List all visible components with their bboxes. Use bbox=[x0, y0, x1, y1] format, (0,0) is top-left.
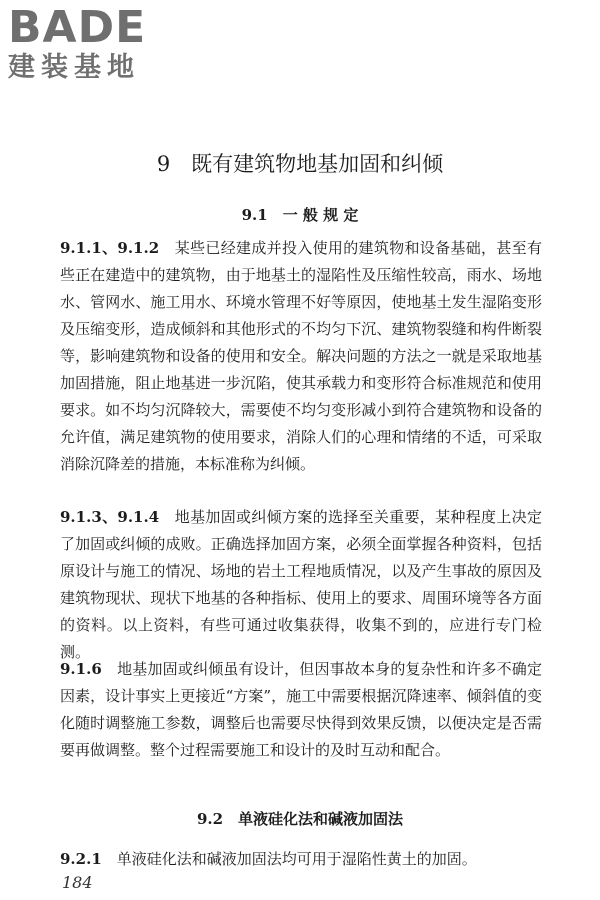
section-title-9-2: 9.2 单液硅化法和碱液加固法 bbox=[196, 810, 404, 828]
clause-text: 某些已经建成并投入使用的建筑物和设备基础，甚至有些正在建造中的建筑物，由于地基土的湿陷性及压缩性较高，雨水、场地水、管网水、施工用水、环境水管理不好等原因，使地基土发生湿陷变形及压缩变形，造成倾斜和其他形式的不均匀下沉、建筑物裂缝和构件断裂等，影响建筑物和设备的使用和安全。解决问题的方法之一就是采取地基加固措施，阻止地基进一步沉陷，使其承载力和变形符合标准规范和使用要求。如不均匀沉降较大，需要使不均匀变形减小到符合建筑物和设备的允许值，满足建筑物的使用要求，消除人们的心理和情绪的不适，可采取消除沉降差的措施，本标准称为纠倾。 bbox=[60, 239, 542, 473]
clause-text: 单液硅化法和碱液加固法均可用于湿陷性黄土的加固。 bbox=[116, 850, 477, 868]
clause-text: 地基加固或纠倾方案的选择至关重要，某种程度上决定了加固或纠倾的成败。正确选择加固方案，必须全面掌握各种资料，包括原设计与施工的情况、场地的岩土工程地质情况，以及产生事故的原因及建筑物现状、现状下地基的各种指标、使用上的要求、周围环境等各方面的资料。以上资料，有些可通过收集获得，收集不到的，应进行专门检测。 bbox=[60, 508, 542, 661]
logo-brand-text: BADE bbox=[8, 2, 147, 53]
logo-subtitle-text: 建装基地 bbox=[8, 52, 140, 83]
clause-9-1-6 bbox=[60, 656, 542, 764]
clause-text: 地基加固或纠倾虽有设计，但因事故本身的复杂性和许多不确定因素，设计事实上更接近“方案”，施工中需要根据沉降速率、倾斜值的变化随时调整施工参数，调整后也需要尽快得到效果反馈，以便决定是否需要再做调整。整个过程需要施工和设计的及时互动和配合。 bbox=[60, 660, 542, 759]
clause-9-1-3 bbox=[60, 504, 542, 666]
clause-number: 9.1.6 bbox=[60, 660, 102, 678]
chapter-title: 9 既有建筑物地基加固和纠倾 bbox=[156, 152, 444, 176]
clause-number: 9.2.1 bbox=[60, 850, 102, 868]
section-title-9-1: 9.1 一 般 规 定 bbox=[241, 206, 359, 224]
clause-9-2-1 bbox=[60, 846, 542, 873]
clause-number: 9.1.1、9.1.2 bbox=[60, 239, 160, 257]
publisher-logo bbox=[8, 2, 178, 84]
clause-number: 9.1.3、9.1.4 bbox=[60, 508, 160, 526]
clause-9-1-1 bbox=[60, 235, 542, 478]
page-number: 184 bbox=[62, 873, 93, 892]
